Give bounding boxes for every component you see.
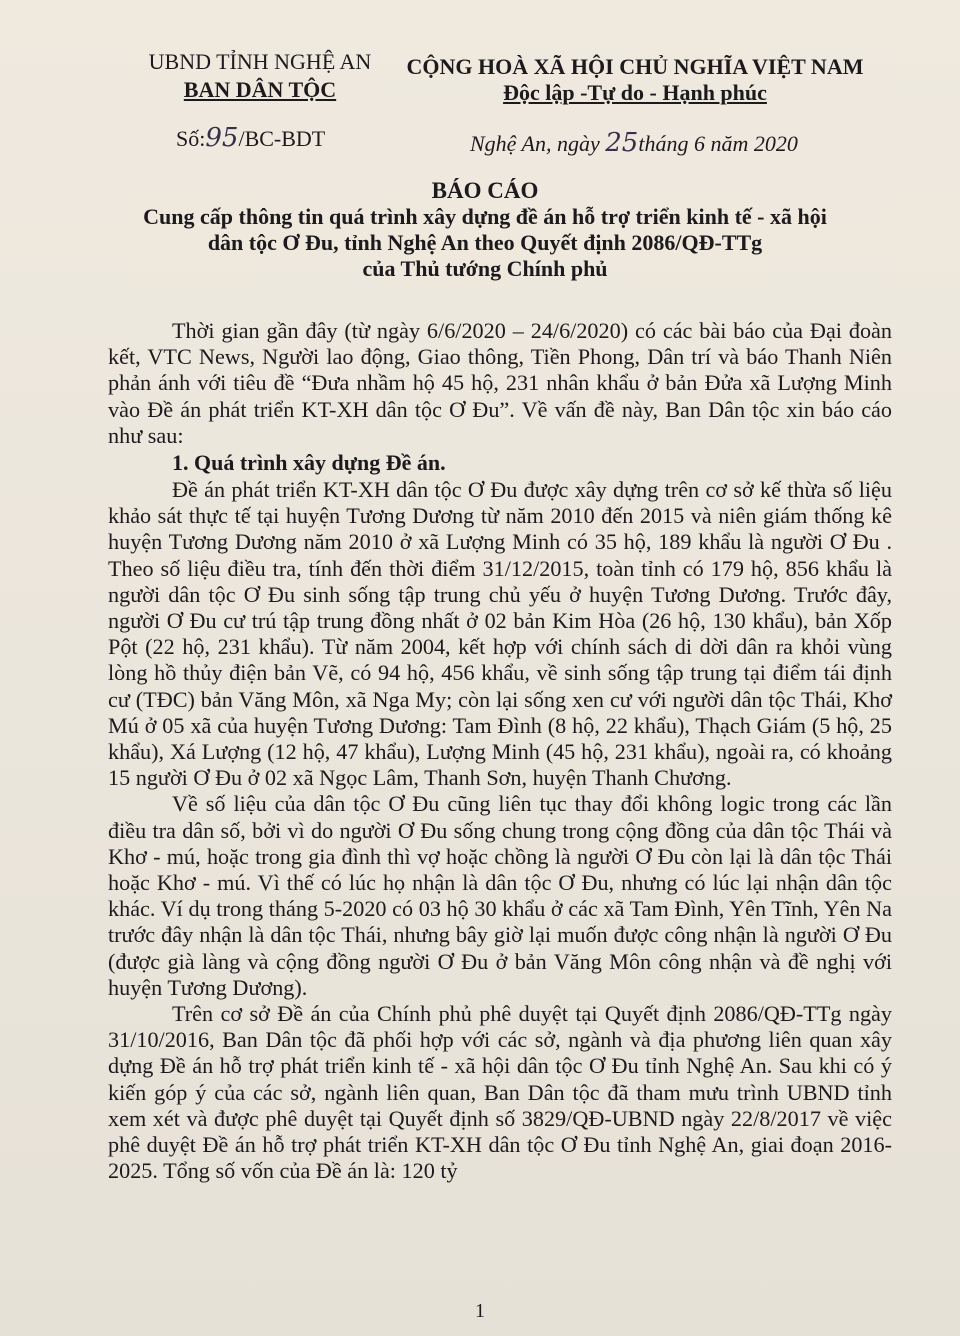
date-day-handwritten: 25	[605, 128, 639, 158]
paragraph-3: Về số liệu của dân tộc Ơ Đu cũng liên tục thay đổi không logic trong các lần điều tra dân số, bởi vì do người Ơ Đu sống chung trong cộng đồng của dân tộc Thái và Khơ - mú, hoặc trong gia đình thì vợ hoặc chồng là người Ơ Đu còn lại là dân tộc Thái hoặc Khơ - mú. Vì thế có lúc họ nhận là dân tộc Ơ Đu, nhưng có lúc lại nhận dân tộc khác. Ví dụ trong tháng 5-2020 có 03 hộ 30 khẩu ở các xã Tam Đình, Yên Tĩnh, Yên Na trước đây nhận là dân tộc Thái, nhưng bây giờ lại muốn được công nhận là người Ơ Đu (được già làng và cộng đồng người Ơ Đu ở bản Văng Môn công nhận và đề nghị với huyện Tương Dương).	[108, 791, 892, 1000]
document-title	[90, 178, 880, 282]
paragraph-2: Đề án phát triển KT-XH dân tộc Ơ Đu được xây dựng trên cơ sở kế thừa số liệu khảo sát thực tế tại huyện Tương Dương từ năm 2010 đến 2015 và niên giám thống kê huyện Tương Dương năm 2010 ở xã Lượng Minh có 35 hộ, 189 khẩu là người Ơ Đu . Theo số liệu điều tra, tính đến thời điểm 31/12/2015, toàn tỉnh có 179 hộ, 856 khẩu là người dân tộc Ơ Đu sinh sống tập trung chủ yếu ở huyện Tương Dương. Trước đây, người Ơ Đu cư trú tập trung đồng nhất ở 02 bản Kim Hòa (26 hộ, 130 khẩu), bản Xốp Pột (22 hộ, 231 khẩu). Từ năm 2004, kết hợp với chính sách di dời dân ra khỏi vùng lòng hồ thủy điện bản Vẽ, có 94 hộ, 456 khẩu, về sinh sống tập trung tại điểm tái định cư (TĐC) bản Văng Môn, xã Nga My; còn lại sống xen cư với người dân tộc Thái, Khơ Mú ở 05 xã của huyện Tương Dương: Tam Đình (8 hộ, 22 khẩu), Thạch Giám (5 hộ, 25 khẩu), Xá Lượng (12 hộ, 47 khẩu), Lượng Minh (45 hộ, 231 khẩu), ngoài ra, có khoảng 15 người Ơ Đu ở 02 xã Ngọc Lâm, Thanh Sơn, huyện Thanh Chương.	[108, 477, 892, 791]
document-number	[176, 123, 325, 153]
page-number: 1	[475, 1300, 485, 1322]
issuing-agency	[140, 48, 380, 104]
section-heading-1: 1. Quá trình xây dựng Đề án.	[172, 450, 446, 476]
doc-number-prefix: Số:	[176, 126, 206, 151]
title-line-3: của Thủ tướng Chính phủ	[362, 256, 608, 281]
date-suffix: tháng 6 năm 2020	[638, 131, 798, 156]
document-body	[108, 318, 892, 1185]
national-motto	[400, 54, 870, 106]
title-line-2: dân tộc Ơ Đu, tỉnh Nghệ An theo Quyết định 2086/QĐ-TTg	[207, 230, 763, 255]
country-name: CỘNG HOÀ XÃ HỘI CHỦ NGHĨA VIỆT NAM	[406, 54, 864, 79]
motto: Độc lập -Tự do - Hạnh phúc	[503, 80, 767, 105]
document-date	[470, 128, 798, 158]
document-header	[0, 48, 960, 118]
paragraph-4: Trên cơ sở Đề án của Chính phủ phê duyệt tại Quyết định 2086/QĐ-TTg ngày 31/10/2016, Ban Dân tộc đã phối hợp với các sở, ngành và địa phương liên quan xây dựng Đề án hỗ trợ phát triển kinh tế - xã hội dân tộc Ơ Đu tỉnh Nghệ An. Sau khi có ý kiến góp ý của các sở, ngành liên quan, Ban Dân tộc đã tham mưu trình UBND tỉnh xem xét và được phê duyệt tại Quyết định số 3829/QĐ-UBND ngày 22/8/2017 về việc phê duyệt Đề án hỗ trợ phát triển KT-XH dân tộc Ơ Đu tỉnh Nghệ An, giai đoạn 2016-2025. Tổng số vốn của Đề án là: 120 tỷ	[108, 1001, 892, 1184]
title-main: BÁO CÁO	[431, 178, 539, 203]
agency-name: BAN DÂN TỘC	[183, 77, 337, 102]
doc-number-suffix: /BC-BDT	[238, 126, 326, 151]
date-prefix: Nghệ An, ngày	[470, 131, 606, 156]
title-line-1: Cung cấp thông tin quá trình xây dựng đề án hỗ trợ triển kinh tế - xã hội	[143, 204, 827, 229]
paragraph-intro: Thời gian gần đây (từ ngày 6/6/2020 – 24/6/2020) có các bài báo của Đại đoàn kết, VTC News, Người lao động, Giao thông, Tiền Phong, Dân trí và báo Thanh Niên phản ánh với tiêu đề “Đưa nhầm hộ 45 hộ, 231 nhân khẩu ở bản Đửa xã Lượng Minh vào Đề án phát triển KT-XH dân tộc Ơ Đu”. Về vấn đề này, Ban Dân tộc xin báo cáo như sau:	[108, 318, 892, 448]
agency-parent: UBND TỈNH NGHỆ AN	[148, 49, 372, 74]
doc-number-handwritten: 95	[205, 123, 239, 153]
